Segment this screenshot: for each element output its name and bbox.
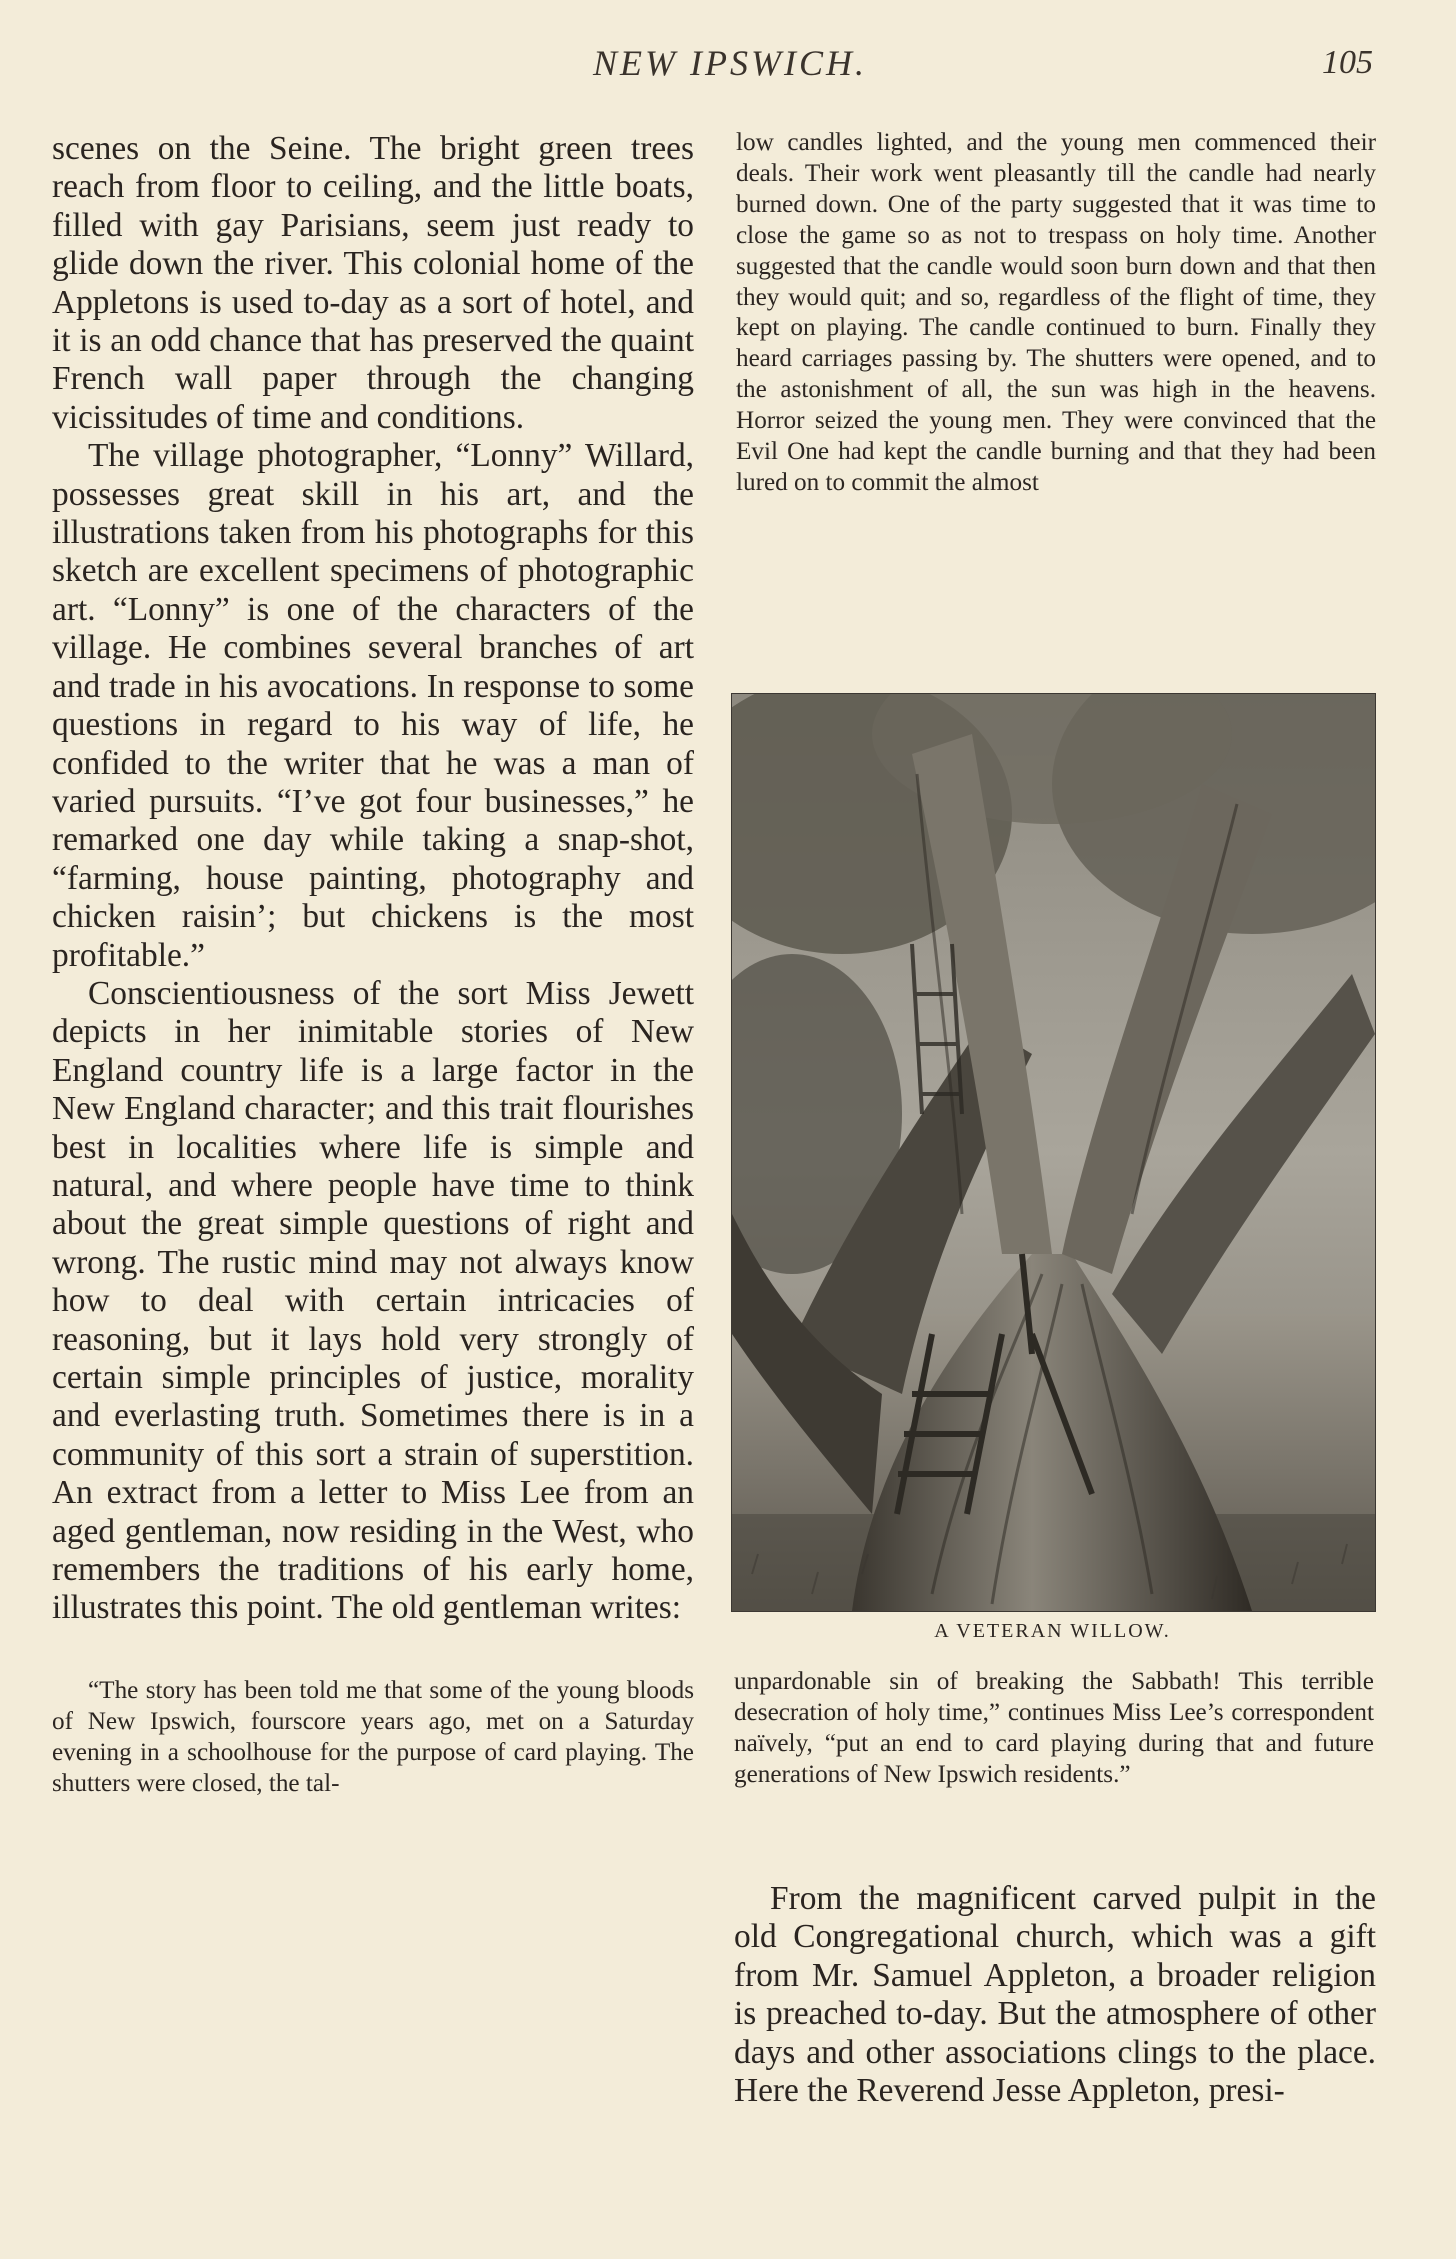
figure-caption: A VETERAN WILLOW. (934, 1620, 1171, 1642)
letter-quote-end: unpardonable sin of breaking the Sabbath! This terrible desecration of holy time,” continues Miss Lee’s correspondent naïvely, “put an end to card playing during that and future generations of New Ipswich residents.” (734, 1668, 1374, 1788)
right-column-top (736, 128, 1376, 499)
paragraph-pulpit: From the magnificent carved pulpit in the old Congregational church, which was a gift from Mr. Samuel Appleton, a broader religion is preached to-day. But the atmosphere of other days and other associations clings to the place. Here the Reverend Jesse Appleton, presi- (734, 1880, 1376, 2110)
letter-quote-start: “The story has been told me that some of the young bloods of New Ipswich, fourscore years ago, met on a Saturday evening in a schoolhouse for the purpose of card playing. The shutters were closed, the tal- (52, 1676, 694, 1797)
paragraph-wall-paper: scenes on the Seine. The bright green trees reach from floor to ceiling, and the little boats, filled with gay Parisians, seem just ready to glide down the river. This colonial home of the Appletons is used to-day as a sort of hotel, and it is an odd chance that has preserved the quaint French wall paper through the changing vicissitudes of time and conditions. (52, 130, 694, 436)
left-column (52, 130, 694, 1799)
running-head (0, 42, 1456, 92)
willow-photograph (731, 693, 1376, 1612)
willow-tree-illustration (732, 694, 1375, 1611)
letter-quote-continued: low candles lighted, and the young men commenced their deals. Their work went pleasantly till the candle had nearly burned down. One of the party suggested that it was time to close the game so as not to trespass on holy time. Another suggested that the candle would soon burn down and that then they would quit; and so, regardless of the flight of time, they kept on playing. The candle continued to burn. Finally they heard carriages passing by. The shutters were opened, and to the astonishment of all, the sun was high in the heavens. Horror seized the young men. They were convinced that the Evil One had kept the candle burning and that they had been lured on to commit the almost (736, 129, 1376, 496)
right-column-after-figure (734, 1667, 1374, 1791)
page-number: 105 (1322, 44, 1373, 81)
paragraph-photographer: The village photographer, “Lonny” Willard, possesses great skill in his art, and the illustrations taken from his photographs for this sketch are excellent specimens of photographic art. “Lonny” is one of the characters of the village. He combines several branches of art and trade in his avocations. In response to some questions in regard to his way of life, he confided to the writer that he was a man of varied pursuits. “I’ve got four businesses,” he remarked one day while taking a snap-shot, “farming, house painting, photography and chicken raisin’; but chickens is the most profitable.” (52, 437, 694, 974)
right-column-bottom (734, 1880, 1376, 2110)
running-title: NEW IPSWICH. (593, 43, 867, 83)
paragraph-conscientiousness: Conscientiousness of the sort Miss Jewett depicts in her inimitable stories of New England country life is a large factor in the New England character; and this trait flourishes best in localities where life is simple and natural, and where people have time to think about the great simple questions of right and wrong. The rustic mind may not always know how to deal with certain intricacies of reasoning, but it lays hold very strongly of certain simple principles of justice, morality and everlasting truth. Sometimes there is in a community of this sort a strain of superstition. An extract from a letter to Miss Lee from an aged gentleman, now residing in the West, who remembers the traditions of his early home, illustrates this point. The old gentleman writes: (52, 974, 694, 1627)
